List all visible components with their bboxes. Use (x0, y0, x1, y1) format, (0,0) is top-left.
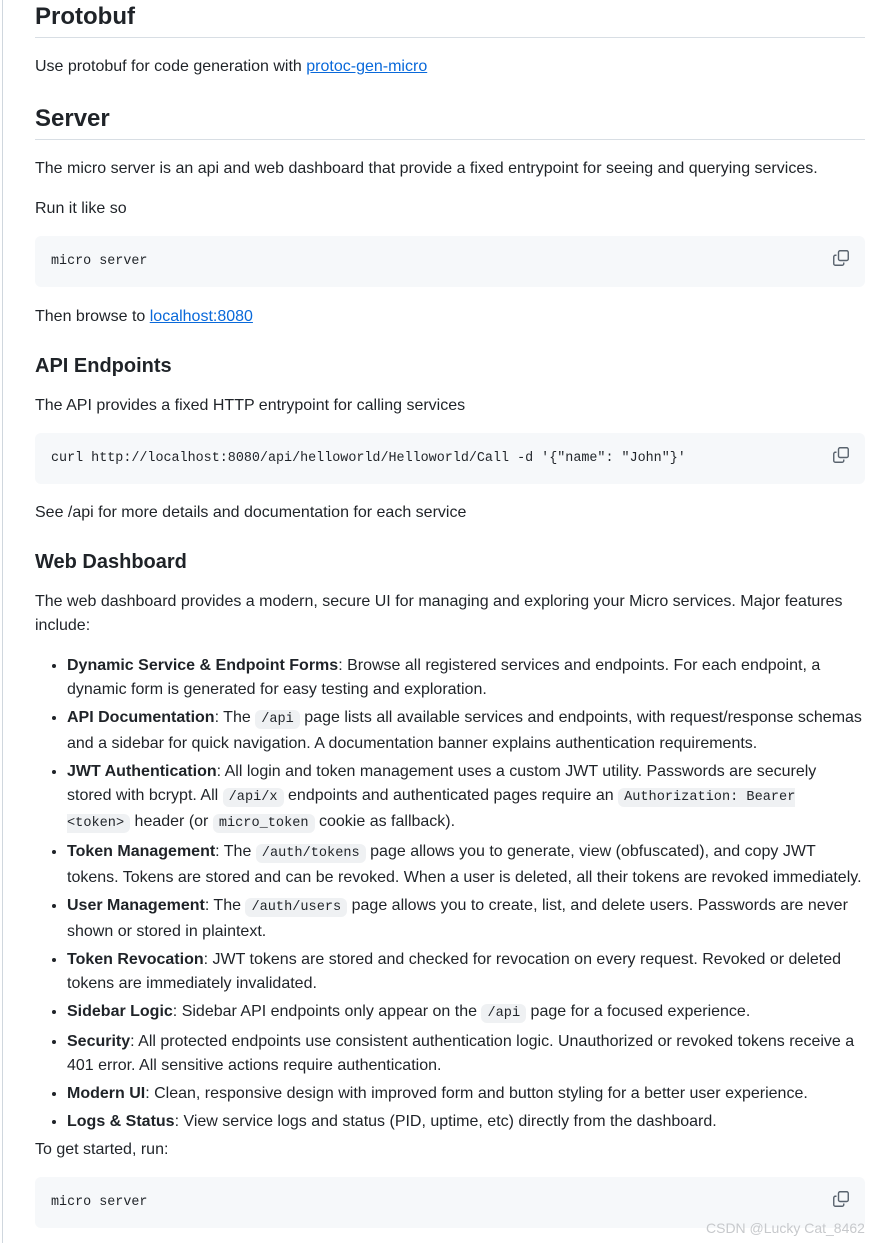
list-item: • Modern UI: Clean, responsive design with improved form and button styling for a better user experience. (67, 1082, 865, 1106)
code-block-server (35, 236, 865, 287)
server-run-text: Run it like so (35, 200, 127, 217)
heading-rule (35, 37, 865, 38)
list-item: • Token Revocation: JWT tokens are stored and checked for revocation on every request. Revoked or deleted tokens are immediately invalidated. (67, 948, 865, 996)
page-left-border (2, 0, 3, 1243)
inline-code: /auth/tokens (256, 844, 366, 863)
copy-icon[interactable] (833, 250, 849, 266)
protoc-gen-micro-link[interactable]: protoc-gen-micro (306, 58, 428, 75)
csdn-watermark: CSDN @Lucky Cat_8462 (706, 1220, 865, 1236)
heading-protobuf: Protobuf (35, 3, 135, 30)
feature-list (35, 654, 865, 1138)
inline-code: /api/x (223, 788, 284, 807)
inline-code: /api (481, 1004, 526, 1023)
list-item: • Token Management: The /auth/tokens page allows you to generate, view (obfuscated), and copy JWT tokens. Tokens are stored and can be revoked. When a user is deleted, all their tokens are revoked immediately. (67, 840, 865, 890)
heading-api-endpoints: API Endpoints (35, 355, 172, 377)
server-intro: The micro server is an api and web dashboard that provide a fixed entrypoint for seeing and querying services. (35, 160, 818, 177)
list-item: • Logs & Status: View service logs and status (PID, uptime, etc) directly from the dashboard. (67, 1110, 865, 1134)
localhost-link[interactable]: localhost:8080 (149, 308, 253, 325)
inline-code: /auth/users (245, 898, 347, 917)
heading-web-dashboard: Web Dashboard (35, 551, 187, 573)
inline-code: Authorization: Bearer <token> (67, 790, 796, 831)
code-server: micro server (51, 254, 148, 269)
api-after-text: See /api for more details and documentation for each service (35, 504, 467, 521)
browse-text: Then browse to localhost:8080 (35, 308, 253, 325)
list-item: • API Documentation: The /api page lists all available services and endpoints, with request/response schemas and a sidebar for quick navigation. A documentation banner explains authentication requirements. (67, 706, 865, 756)
protobuf-text: Use protobuf for code generation with protoc-gen-micro (35, 58, 428, 75)
code-block-curl (35, 433, 865, 484)
inline-code: /api (255, 710, 300, 729)
list-item: • JWT Authentication: All login and token management uses a custom JWT utility. Passwords are securely stored with bcrypt. All /api/x endpoints and authenticated pages require an Authorization: Bearer <token> header (or micro_token cookie as fallback). (67, 760, 865, 836)
list-item: • Dynamic Service & Endpoint Forms: Browse all registered services and endpoints. For each endpoint, a dynamic form is generated for easy testing and exploration. (67, 654, 865, 702)
get-started-text: To get started, run: (35, 1141, 169, 1158)
copy-icon[interactable] (833, 1191, 849, 1207)
list-item: • User Management: The /auth/users page allows you to create, list, and delete users. Passwords are never shown or stored in plaintext. (67, 894, 865, 944)
list-item: • Security: All protected endpoints use consistent authentication logic. Unauthorized or revoked tokens receive a 401 error. All sensitive actions require authentication. (67, 1030, 865, 1078)
inline-code: micro_token (213, 814, 315, 833)
dashboard-intro: The web dashboard provides a modern, secure UI for managing and exploring your Micro services. Major features include: (35, 593, 843, 634)
list-item: • Sidebar Logic: Sidebar API endpoints only appear on the /api page for a focused experience. (67, 1000, 865, 1026)
code-micro-server: micro server (51, 1195, 148, 1210)
heading-server: Server (35, 105, 110, 132)
copy-icon[interactable] (833, 447, 849, 463)
api-intro: The API provides a fixed HTTP entrypoint for calling services (35, 397, 466, 414)
heading-rule (35, 139, 865, 140)
code-curl: curl http://localhost:8080/api/helloworld/Helloworld/Call -d '{"name": "John"}' (51, 451, 686, 466)
